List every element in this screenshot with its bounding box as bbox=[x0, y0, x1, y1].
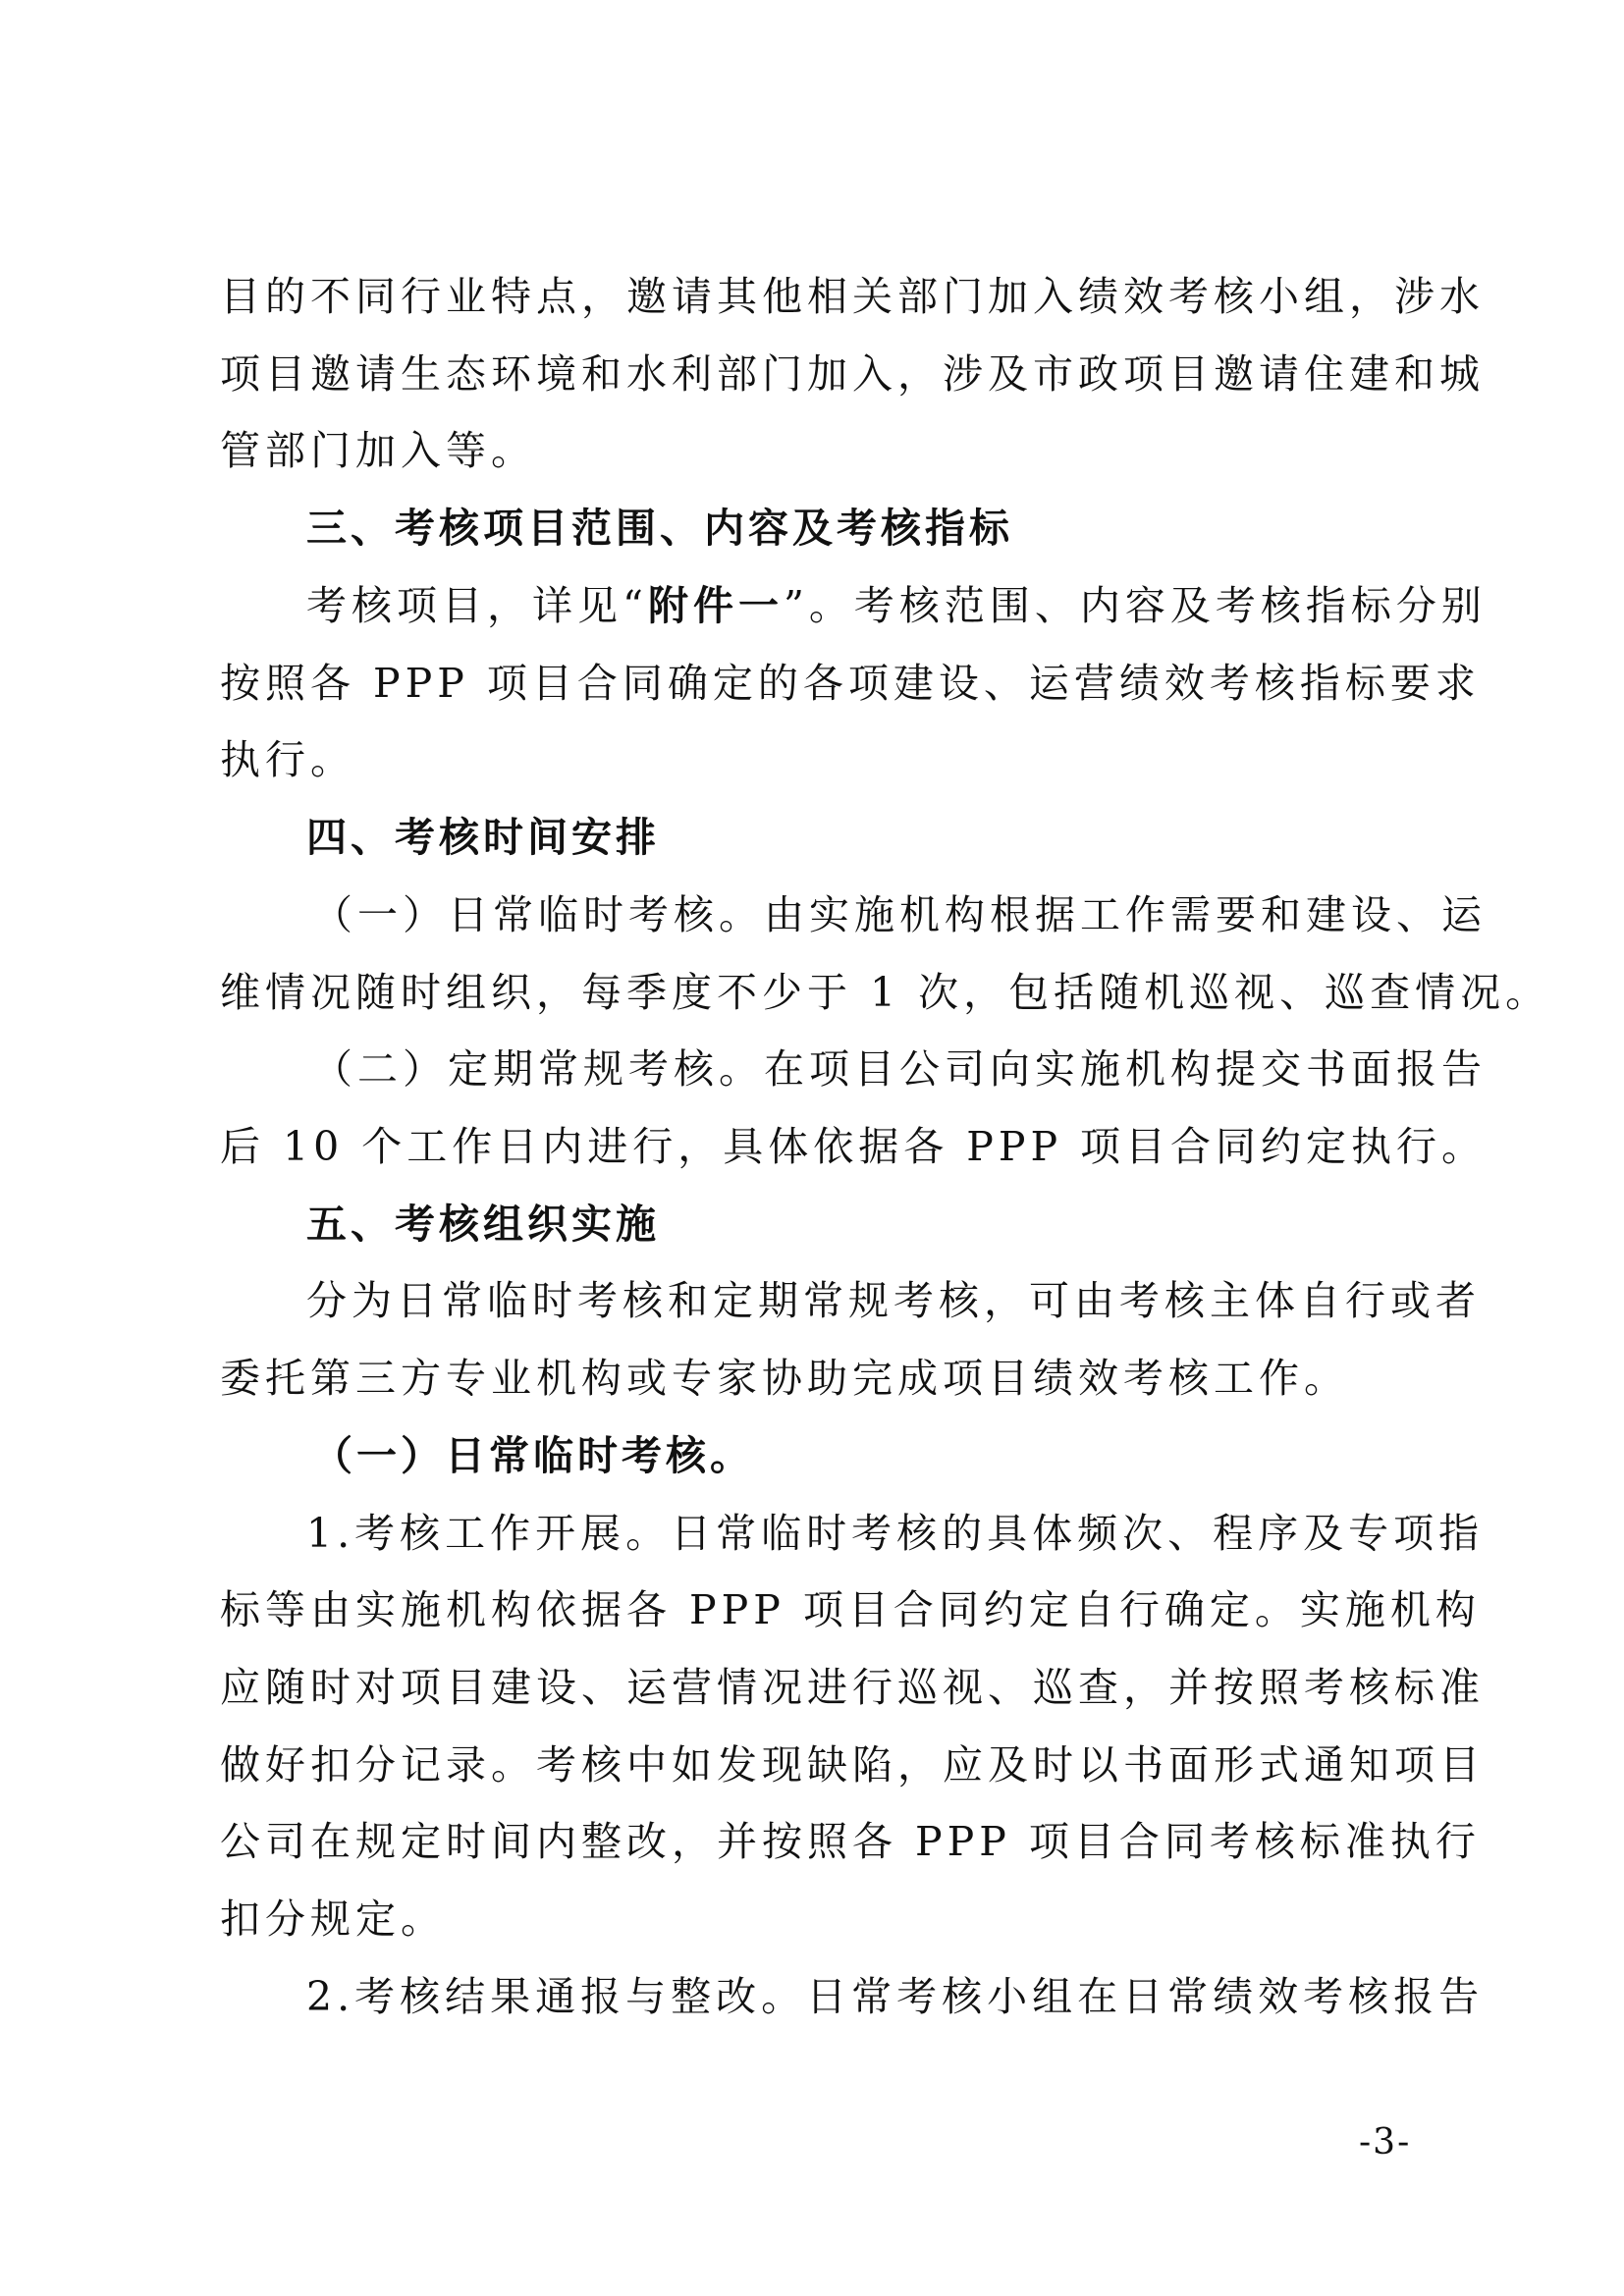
attachment-reference: 附件一 bbox=[647, 582, 784, 629]
body-text-line: 扣分规定。 bbox=[220, 1896, 446, 1943]
body-text-line: 标等由实施机构依据各 PPP 项目合同约定自行确定。实施机构 bbox=[220, 1586, 1481, 1633]
body-text-line: 应随时对项目建设、运营情况进行巡视、巡查，并按照考核标准 bbox=[220, 1664, 1485, 1711]
section-heading: 五、考核组织实施 bbox=[306, 1201, 660, 1248]
body-text-line: 分为日常临时考核和定期常规考核，可由考核主体自行或者 bbox=[306, 1277, 1481, 1324]
body-text-line: 1.考核工作开展。日常临时考核的具体频次、程序及专项指 bbox=[306, 1510, 1485, 1557]
body-text-line: 2.考核结果通报与整改。日常考核小组在日常绩效考核报告 bbox=[306, 1973, 1485, 2020]
body-text-line: 按照各 PPP 项目合同确定的各项建设、运营绩效考核指标要求 bbox=[220, 660, 1481, 707]
body-text-line: 项目邀请生态环境和水利部门加入，涉及市政项目邀请住建和城 bbox=[220, 350, 1485, 398]
page-number: -3- bbox=[1359, 2122, 1412, 2163]
body-text-line: （二）定期常规考核。在项目公司向实施机构提交书面报告 bbox=[312, 1045, 1487, 1093]
body-text-line: 执行。 bbox=[220, 736, 355, 783]
body-text-line: （一）日常临时考核。由实施机构根据工作需要和建设、运 bbox=[312, 891, 1487, 938]
body-text-line bbox=[306, 577, 1487, 634]
subsection-heading: （一）日常临时考核。 bbox=[312, 1432, 754, 1479]
body-text-line: 目的不同行业特点，邀请其他相关部门加入绩效考核小组，涉水 bbox=[220, 273, 1485, 320]
text-segment: ”。考核范围、内容及考核指标分别 bbox=[783, 582, 1487, 629]
section-heading: 四、考核时间安排 bbox=[306, 814, 660, 861]
body-text-line: 后 10 个工作日内进行，具体依据各 PPP 项目合同约定执行。 bbox=[220, 1123, 1488, 1170]
body-text-line: 维情况随时组织，每季度不少于 1 次，包括随机巡视、巡查情况。 bbox=[220, 969, 1551, 1016]
body-text-line: 管部门加入等。 bbox=[220, 427, 536, 474]
text-segment: 考核项目，详见“ bbox=[306, 582, 648, 629]
body-text-line: 公司在规定时间内整改，并按照各 PPP 项目合同考核标准执行 bbox=[220, 1818, 1481, 1865]
section-heading: 三、考核项目范围、内容及考核指标 bbox=[306, 505, 1013, 552]
body-text-line: 委托第三方专业机构或专家协助完成项目绩效考核工作。 bbox=[220, 1355, 1349, 1402]
body-text-line: 做好扣分记录。考核中如发现缺陷，应及时以书面形式通知项目 bbox=[220, 1741, 1485, 1789]
